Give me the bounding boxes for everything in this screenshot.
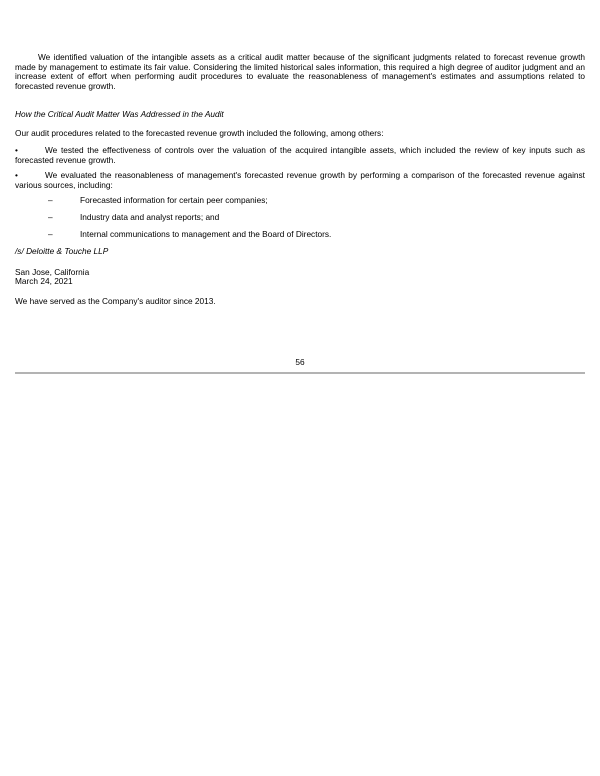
sub-bullet-item <box>15 230 585 240</box>
footer-divider <box>15 372 585 374</box>
dash-marker: – <box>48 195 53 205</box>
bullet-text: We evaluated the reasonableness of management's forecasted revenue growth by performing a comparison of the forecasted revenue against various sources, including: <box>15 170 585 190</box>
location-line: San Jose, California <box>15 266 90 277</box>
dash-marker: – <box>48 229 53 239</box>
page-content <box>0 0 600 306</box>
sub-bullet-item <box>15 213 585 223</box>
bullet-marker: • <box>15 145 18 155</box>
sub-bullet-item <box>15 196 585 206</box>
bullet-item <box>15 146 585 165</box>
sub-bullet-text: Internal communications to management and the Board of Directors. <box>80 229 332 239</box>
tenure-line: We have served as the Company's auditor since 2013. <box>15 295 216 306</box>
main-paragraph: We identified valuation of the intangible assets as a critical audit matter because of the significant judgments related to forecast revenue growth made by management to estimate its fair value. Considering the limited historical sales information, this required a high degree of auditor judgment and an increase extent of effort when performing audit procedures to evaluate the reasonableness of management's estimates and assumptions related to forecasted revenue growth. <box>15 52 585 91</box>
sub-bullet-text: Industry data and analyst reports; and <box>80 212 220 222</box>
date-line: March 24, 2021 <box>15 276 73 286</box>
signature-line: /s/ Deloitte & Touche LLP <box>15 246 109 256</box>
bullet-marker: • <box>15 170 18 180</box>
dash-marker: – <box>48 212 53 222</box>
section-heading: How the Critical Audit Matter Was Addressed in the Audit <box>15 109 224 119</box>
intro-paragraph: Our audit procedures related to the forecasted revenue growth included the following, among others: <box>15 127 384 138</box>
bullet-text: We tested the effectiveness of controls over the valuation of the acquired intangible assets, which included the review of key inputs such as forecasted revenue growth. <box>15 145 585 165</box>
address-block <box>15 268 585 287</box>
bullet-item <box>15 171 585 190</box>
page-number: 56 <box>295 357 305 367</box>
sub-bullet-text: Forecasted information for certain peer companies; <box>80 195 268 205</box>
